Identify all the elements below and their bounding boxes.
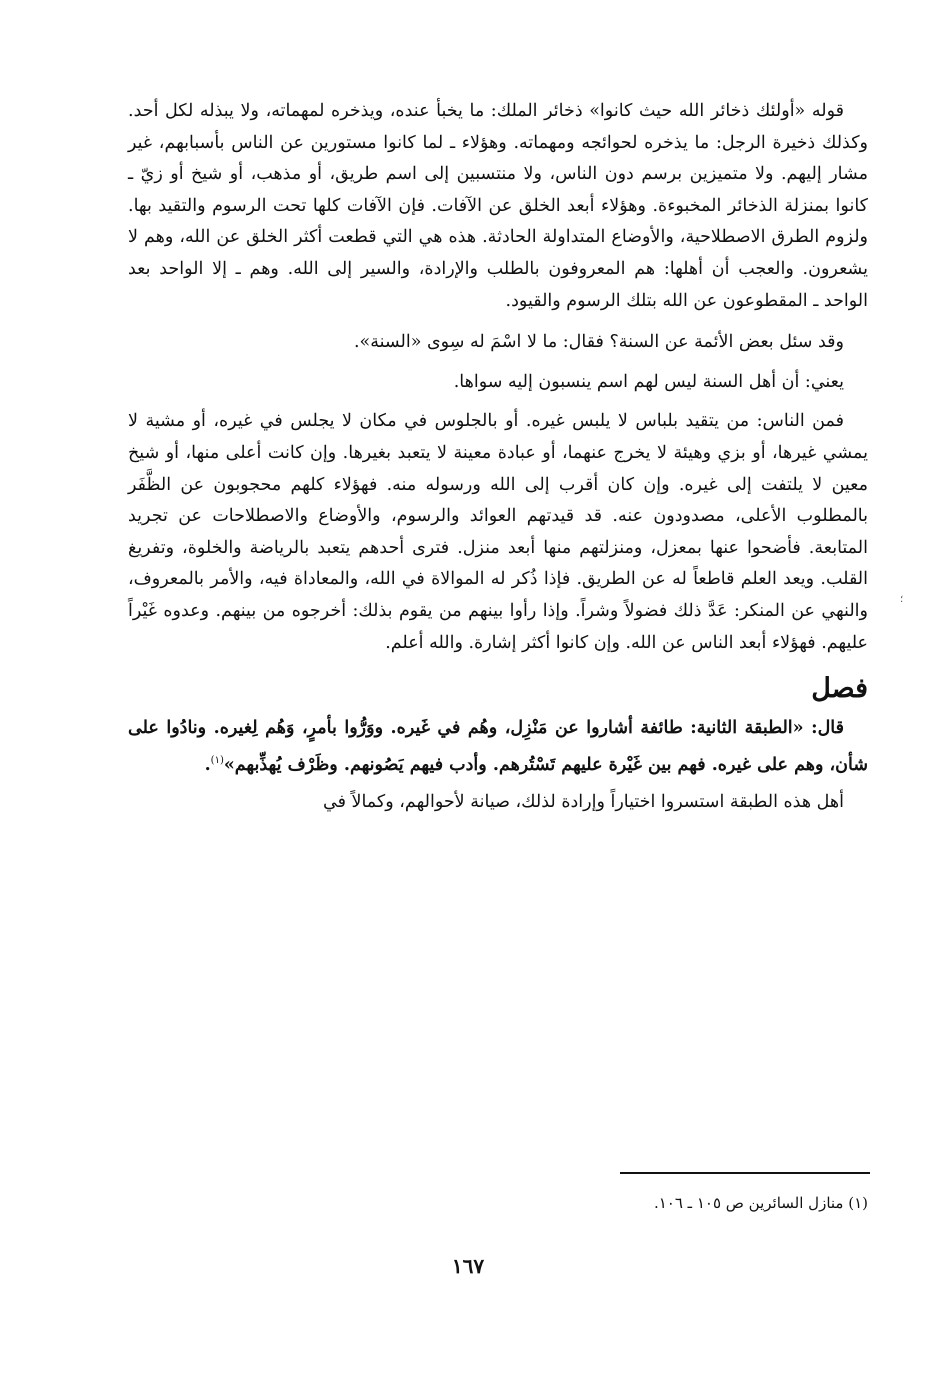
paragraph-sunnah-question: وقد سئل بعض الأئمة عن السنة؟ فقال: ما لا اسْمَ له سِوى «السنة». bbox=[353, 332, 844, 353]
paragraph-people-restrictions: فمن الناس: من يتقيد بلباس لا يلبس غيره. أو بالجلوس في مكان لا يجلس في غيره، أو مشية لا يمشي غيرها، أو بزي وهيئة لا يخرج عنهما، أو عبادة معينة لا يتعبد بغيرها. وإن كانت أعلى منها، أو شيخ معين لا يلتفت إلى غيره. وإن كان أقرب إلى الله ورسوله منه. فهؤلاء كلهم محجوبون عن الظَّفَر بالمطلوب الأعلى، مصدودون عنه. قد قيدتهم العوائد والرسوم، والأوضاع والاصطلاحات عن تجريد المتابعة. فأضحوا عنها بمعزل، ومنزلتهم منها أبعد منزل. فترى أحدهم يتعبد بالرياضة والخلوة، وتفريغ القلب. ويعد العلم قاطعاً له عن الطريق. فإذا ذُكر له الموالاة في الله، والمعاداة فيه، والأمر بالمعروف، والنهي عن المنكر: عَدَّ ذلك فضولاً وشراً. وإذا رأوا بينهم من يقوم بذلك: أخرجوه من بينهم. وعدوه غَيْراً عليهم. فهؤلاء أبعد الناس عن الله. وإن كانوا أكثر إشارة. والله أعلم. bbox=[128, 411, 868, 653]
page-number: ١٦٧ bbox=[451, 1254, 485, 1278]
footnote: (١) منازل السائرين ص ١٠٥ ـ ١٠٦. bbox=[653, 1194, 868, 1212]
footnote-separator bbox=[620, 1172, 870, 1174]
quote-text: قال: «الطبقة الثانية: طائفة أشاروا عن مَنْزِل، وهُم في غَيره. ووَرُّوا بأمرٍ، وَهُم لِغيره. ونادُوا على شأن، وهم على غيره. فهم بين غَيْرة عليهم تَسْتُرهم. وأدب فيهم يَصُونهم. وظَرْف يُهذِّبهم» bbox=[128, 718, 868, 775]
paragraph-second-class-explanation: أهل هذه الطبقة استسروا اختياراً وإرادة لذلك، صيانة لأحوالهم، وكمالاً في bbox=[322, 792, 844, 813]
margin-mark: ؛ bbox=[900, 594, 904, 605]
footnote-reference[interactable]: (١) bbox=[210, 754, 224, 766]
paragraph-yani: يعني: أن أهل السنة ليس لهم اسم ينسبون إليه سواها. bbox=[453, 371, 844, 392]
main-text bbox=[128, 96, 868, 819]
paragraph-dhakhair: قوله «أولئك ذخائر الله حيث كانوا» ذخائر الملك: ما يخبأ عنده، ويذخره لمهماته، ولا يبذله لكل أحد. وكذلك ذخيرة الرجل: ما يذخره لحوائجه ومهماته. وهؤلاء ـ لما كانوا مستورين عن الناس بأسبابهم، غير مشار إليهم. ولا متميزين برسم دون الناس، ولا منتسبين إلى اسم طريق، أو مذهب، أو شيخ أو زيّ ـ كانوا بمنزلة الذخائر المخبوءة. وهؤلاء أبعد الخلق عن الآفات. فإن الآفات كلها تحت الرسوم والتقيد بها. ولزوم الطرق الاصطلاحية، والأوضاع المتداولة الحادثة. هذه هي التي قطعت أكثر الخلق عن الله، وهم لا يشعرون. والعجب أن أهلها: هم المعروفون بالطلب والإرادة، والسير إلى الله. وهم ـ إلا الواحد بعد الواحد ـ المقطوعون عن الله بتلك الرسوم والقيود. bbox=[128, 101, 868, 311]
paragraph-second-class-quote: قال: «الطبقة الثانية: طائفة أشاروا عن مَنْزِل، وهُم في غَيره. ووَرُّوا بأمرٍ، وَهُم لِغيره. ونادُوا على شأن، وهم على غيره. فهم بين غَيْرة عليهم تَسْتُرهم. وأدب فيهم يَصُونهم. وظَرْف يُهذِّبهم»$^{(١)}$. bbox=[128, 718, 868, 775]
section-heading: فصل bbox=[811, 673, 868, 705]
